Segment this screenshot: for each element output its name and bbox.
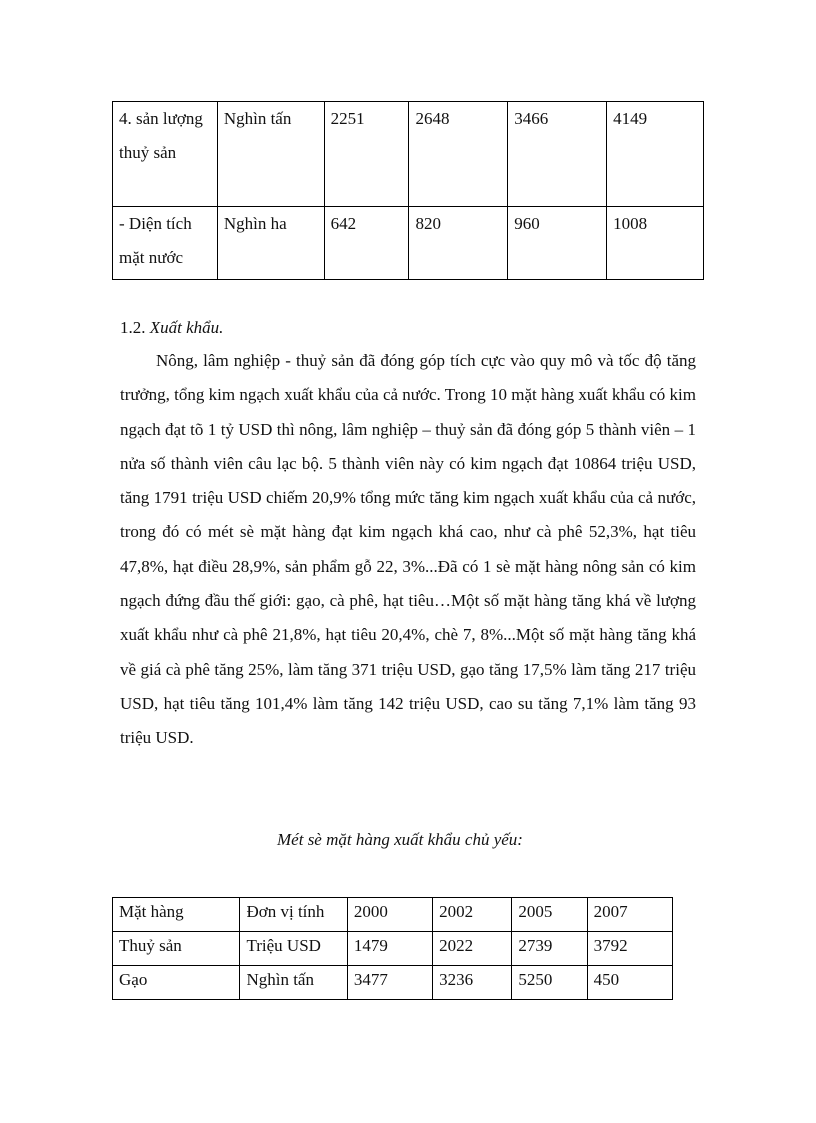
table-cell: 1008: [607, 207, 704, 280]
table-cell: Nghìn tấn: [217, 102, 324, 207]
table-cell: 2022: [433, 932, 512, 966]
table-cell: Thuỷ sản: [113, 932, 240, 966]
table-cell: 3477: [347, 966, 432, 1000]
table-header-cell: 2007: [587, 898, 672, 932]
production-table: [112, 101, 704, 280]
table-cell: 2739: [512, 932, 587, 966]
table-row: [113, 207, 704, 280]
table-row: [113, 932, 673, 966]
export-table: [112, 897, 673, 1000]
section-title: Xuất khẩu.: [149, 318, 224, 337]
section-number: 1.2.: [120, 318, 146, 337]
table-cell: Nghìn ha: [217, 207, 324, 280]
table-row: [113, 966, 673, 1000]
table-cell: Triệu USD: [240, 932, 347, 966]
table-cell: 960: [508, 207, 607, 280]
table-header-cell: Đơn vị tính: [240, 898, 347, 932]
table-cell: 2648: [409, 102, 508, 207]
table-cell: 1479: [347, 932, 432, 966]
table-caption: Mét sè mặt hàng xuất khẩu chủ yếu:: [277, 830, 523, 849]
table-cell: 450: [587, 966, 672, 1000]
table-cell: 3792: [587, 932, 672, 966]
table-header-cell: Mặt hàng: [113, 898, 240, 932]
table-cell: 3236: [433, 966, 512, 1000]
table-cell: 2251: [324, 102, 409, 207]
table-cell: 4. sản lượng thuỷ sản: [113, 102, 218, 207]
table-row: [113, 102, 704, 207]
table-cell: Gạo: [113, 966, 240, 1000]
body-paragraph: Nông, lâm nghiệp - thuỷ sản đã đóng góp tích cực vào quy mô và tốc độ tăng trưởng, tổng kim ngạch xuất khẩu của cả nước. Trong 10 mặt hàng xuất khẩu có kim ngạch đạt tõ 1 tỷ USD thì nông, lâm nghiệp – thuỷ sản đã đóng góp 5 thành viên – 1 nửa số thành viên câu lạc bộ. 5 thành viên này có kim ngạch đạt 10864 triệu USD, tăng 1791 triệu USD chiếm 20,9% tổng mức tăng kim ngạch xuất khẩu của cả nước, trong đó có mét sè mặt hàng đạt kim ngạch khá cao, như cà phê 52,3%, hạt tiêu 47,8%, hạt điều 28,9%, sản phẩm gỗ 22, 3%...Đã có 1 sè mặt hàng nông sản có kim ngạch đứng đầu thế giới: gạo, cà phê, hạt tiêu…Một số mặt hàng tăng khá về lượng xuất khẩu như cà phê 21,8%, hạt tiêu 20,4%, chè 7, 8%...Một số mặt hàng tăng khá về giá cà phê tăng 25%, làm tăng 371 triệu USD, gạo tăng 17,5% làm tăng 217 triệu USD, hạt tiêu tăng 101,4% làm tăng 142 triệu USD, cao su tăng 7,1% làm tăng 93 triệu USD.: [120, 351, 696, 748]
section-heading: [120, 318, 223, 338]
table-header-row: [113, 898, 673, 932]
table-header-cell: 2002: [433, 898, 512, 932]
table-cell: 4149: [607, 102, 704, 207]
table-cell: 820: [409, 207, 508, 280]
table-header-cell: 2005: [512, 898, 587, 932]
table-cell: 3466: [508, 102, 607, 207]
table-cell: 5250: [512, 966, 587, 1000]
table-cell: - Diện tích mặt nước: [113, 207, 218, 280]
table-header-cell: 2000: [347, 898, 432, 932]
table-cell: Nghìn tấn: [240, 966, 347, 1000]
table-cell: 642: [324, 207, 409, 280]
